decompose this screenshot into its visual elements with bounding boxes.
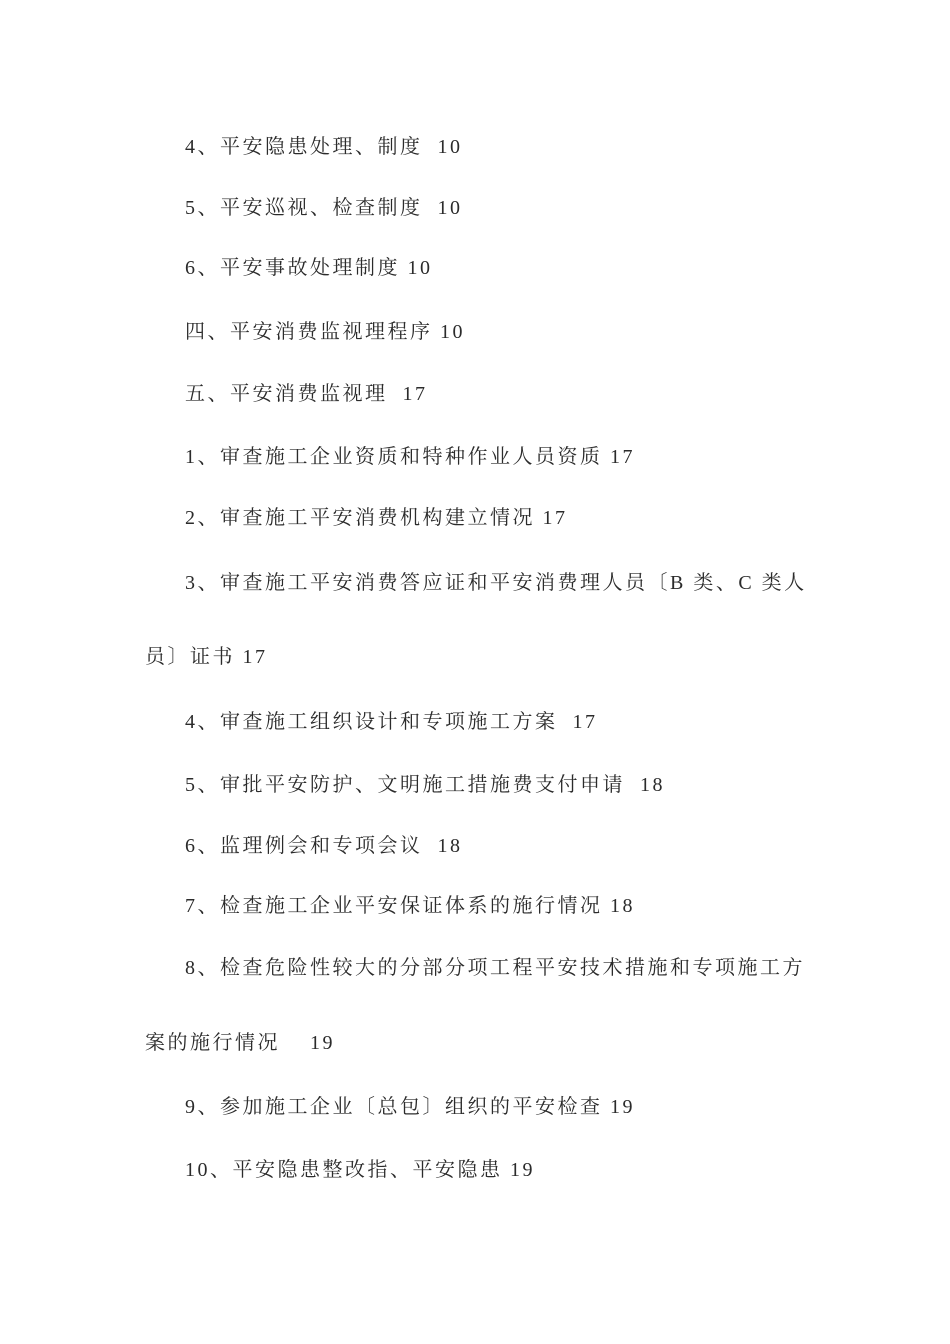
toc-line: 4、平安隐患处理、制度 10 [185, 136, 463, 158]
toc-line: 9、参加施工企业〔总包〕组织的平安检查 19 [185, 1096, 635, 1118]
toc-line: 1、审查施工企业资质和特种作业人员资质 17 [185, 446, 635, 468]
toc-line: 五、平安消费监视理 17 [185, 383, 428, 405]
toc-line: 四、平安消费监视理程序 10 [185, 321, 465, 343]
toc-line: 7、检查施工企业平安保证体系的施行情况 18 [185, 895, 635, 917]
toc-line: 3、审查施工平安消费答应证和平安消费理人员〔B 类、C 类人 [185, 572, 807, 594]
toc-line: 2、审查施工平安消费机构建立情况 17 [185, 507, 568, 529]
toc-line: 案的施行情况 19 [145, 1032, 335, 1054]
toc-line: 8、检查危险性较大的分部分项工程平安技术措施和专项施工方 [185, 957, 805, 979]
toc-line: 4、审查施工组织设计和专项施工方案 17 [185, 711, 598, 733]
toc-line: 10、平安隐患整改指、平安隐患 19 [185, 1159, 535, 1181]
toc-line: 员〕证书 17 [145, 646, 268, 668]
toc-line: 6、监理例会和专项会议 18 [185, 835, 463, 857]
toc-line: 5、审批平安防护、文明施工措施费支付申请 18 [185, 774, 665, 796]
toc-line: 6、平安事故处理制度 10 [185, 257, 433, 279]
toc-line: 5、平安巡视、检查制度 10 [185, 197, 463, 219]
